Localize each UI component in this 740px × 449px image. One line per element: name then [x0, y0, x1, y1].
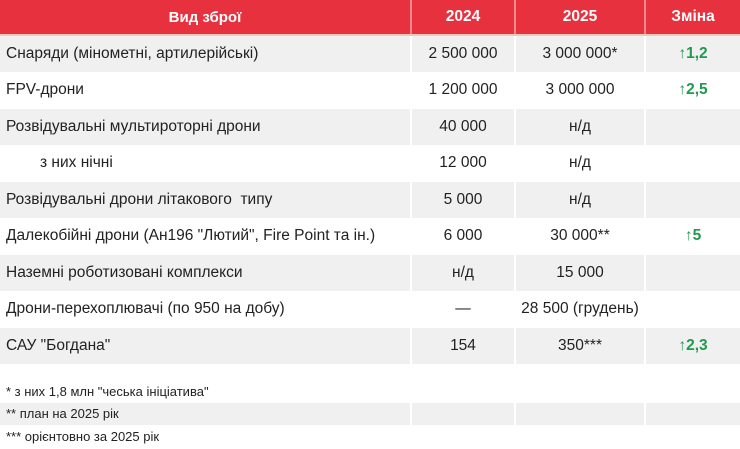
footnote-row: [0, 365, 740, 403]
value-2024: 6 000: [412, 219, 516, 255]
footnote-row: [0, 425, 740, 449]
value-2025: 30 000**: [516, 219, 646, 255]
table-row: [0, 73, 740, 110]
value-2025: 3 000 000*: [516, 36, 646, 72]
value-2025: 15 000: [516, 255, 646, 291]
header-change: Зміна: [671, 8, 715, 25]
change-value: ↑5: [684, 227, 702, 245]
weapon-name: Снаряди (мінометні, артилерійські): [0, 36, 412, 72]
footnote-row: [0, 403, 740, 425]
weapon-name: Наземні роботизовані комплекси: [0, 255, 412, 291]
change-value: ↑1,2: [678, 44, 708, 62]
weapon-name: Далекобійні дрони (Ан196 "Лютий", Fire Point та ін.): [0, 219, 412, 255]
weapon-name: Розвідувальні мультироторні дрони: [0, 109, 412, 145]
change-value: ↑2,5: [678, 81, 708, 99]
change-value: [646, 146, 740, 182]
table-row: [0, 146, 740, 183]
table-row: [0, 182, 740, 219]
value-2025: 28 500 (грудень): [516, 292, 646, 328]
empty-cell: [516, 403, 646, 425]
weapon-name: САУ "Богдана": [0, 328, 412, 364]
value-2024: —: [412, 292, 516, 328]
value-2024: 5 000: [412, 182, 516, 218]
weapon-name: з них нічні: [0, 146, 412, 182]
table-header: [0, 0, 740, 36]
change-value: [646, 109, 740, 145]
header-2025: 2025: [516, 0, 646, 34]
footnote-2: ** план на 2025 рік: [0, 403, 412, 425]
change-value: [646, 182, 740, 218]
change-value: ↑2,3: [678, 336, 708, 354]
empty-cell: [412, 403, 516, 425]
header-weapon-type: Вид зброї: [0, 0, 412, 34]
value-2024: 1 200 000: [412, 73, 516, 109]
value-2025: н/д: [516, 109, 646, 145]
value-2024: 154: [412, 328, 516, 364]
value-2025: н/д: [516, 182, 646, 218]
table-row: [0, 219, 740, 256]
table-row: [0, 292, 740, 329]
value-2025: 350***: [516, 328, 646, 364]
weapon-name: Розвідувальні дрони літакового типу: [0, 182, 412, 218]
table-row: [0, 36, 740, 73]
footnote-3: *** орієнтовно за 2025 рік: [0, 425, 412, 449]
value-2025: н/д: [516, 146, 646, 182]
table-row: [0, 109, 740, 146]
footnote-1: * з них 1,8 млн "чеська ініціатива": [0, 365, 412, 403]
weapon-name: Дрони-перехоплювачі (по 950 на добу): [0, 292, 412, 328]
change-value: [646, 255, 740, 291]
table-row: [0, 255, 740, 292]
change-value: [646, 292, 740, 328]
empty-cell: [646, 403, 740, 425]
table-row: [0, 328, 740, 365]
value-2025: 3 000 000: [516, 73, 646, 109]
value-2024: 12 000: [412, 146, 516, 182]
header-2024: 2024: [412, 0, 516, 34]
value-2024: 2 500 000: [412, 36, 516, 72]
value-2024: 40 000: [412, 109, 516, 145]
value-2024: н/д: [412, 255, 516, 291]
weapon-name: FPV-дрони: [0, 73, 412, 109]
